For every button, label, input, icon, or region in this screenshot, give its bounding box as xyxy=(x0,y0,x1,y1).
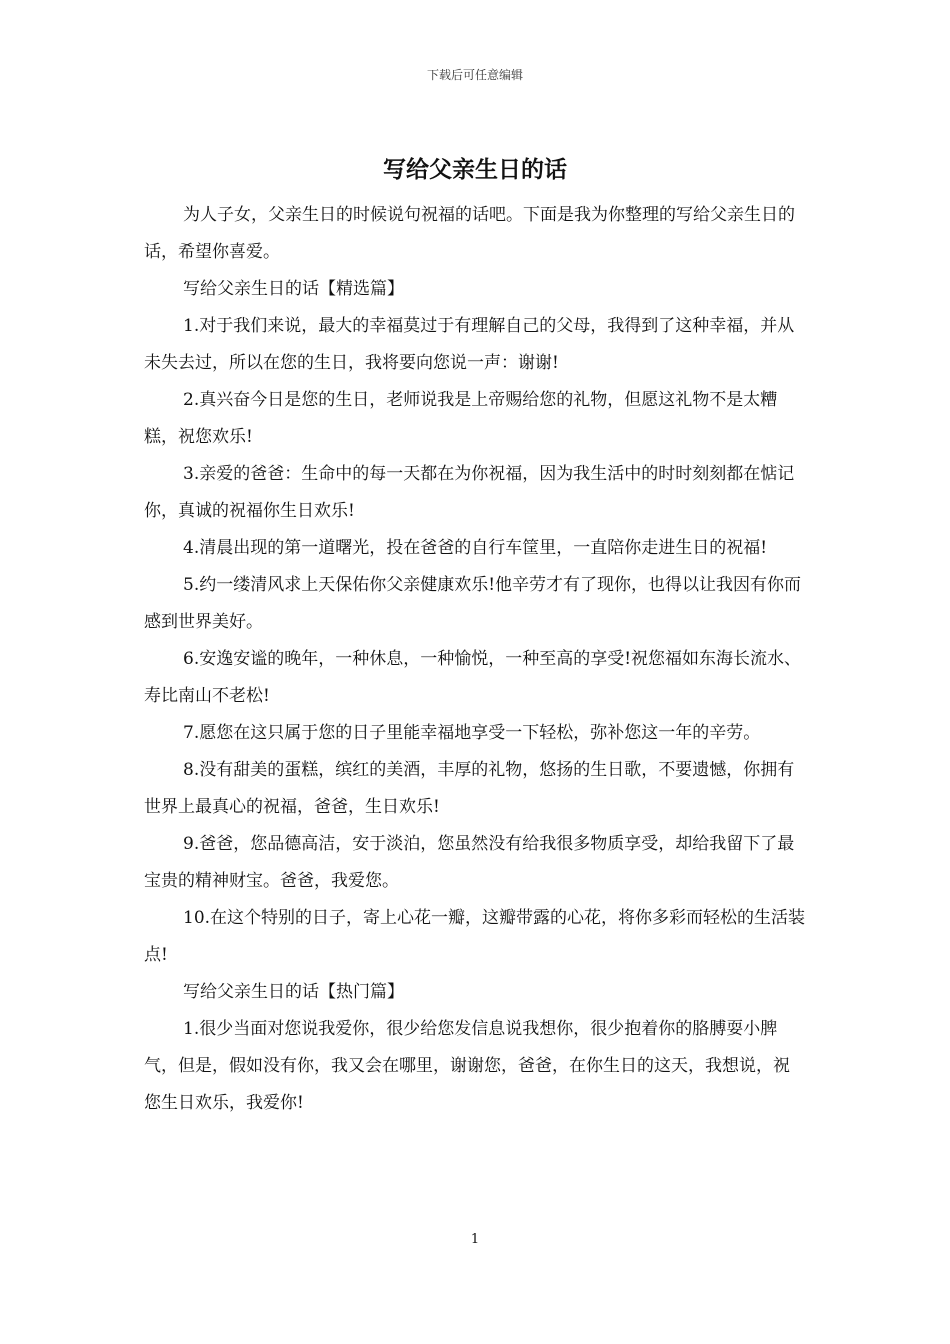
section-heading-selected: 写给父亲生日的话【精选篇】 xyxy=(183,279,404,299)
intro-paragraph: 为人子女，父亲生日的时候说句祝福的话吧。下面是我为你整理的写给父亲生日的话，希望你喜爱。 xyxy=(144,205,795,262)
list-item: 4.清晨出现的第一道曙光，投在爸爸的自行车筐里，一直陪你走进生日的祝福! xyxy=(183,538,768,558)
list-item: 9.爸爸，您品德高洁，安于淡泊，您虽然没有给我很多物质享受，却给我留下了最宝贵的精神财宝。爸爸，我爱您。 xyxy=(144,834,795,891)
document-body xyxy=(144,197,806,1122)
list-item: 1.很少当面对您说我爱你，很少给您发信息说我想你，很少抱着你的胳膊耍小脾气，但是，假如没有你，我又会在哪里，谢谢您，爸爸，在你生日的这天，我想说，祝您生日欢乐，我爱你! xyxy=(144,1019,790,1113)
list-item: 7.愿您在这只属于您的日子里能幸福地享受一下轻松，弥补您这一年的辛劳。 xyxy=(183,723,761,743)
list-item: 5.约一缕清风求上天保佑你父亲健康欢乐!他辛劳才有了现你，也得以让我因有你而感到世界美好。 xyxy=(144,575,802,632)
list-item: 2.真兴奋今日是您的生日，老师说我是上帝赐给您的礼物，但愿这礼物不是太糟糕，祝您欢乐! xyxy=(144,390,778,447)
section-heading-popular: 写给父亲生日的话【热门篇】 xyxy=(183,982,404,1002)
header-note: 下载后可任意编辑 xyxy=(426,68,523,82)
document-title: 写给父亲生日的话 xyxy=(383,156,567,183)
list-item: 1.对于我们来说，最大的幸福莫过于有理解自己的父母，我得到了这种幸福，并从未失去过，所以在您的生日，我将要向您说一声：谢谢! xyxy=(144,316,795,373)
list-item: 10.在这个特别的日子，寄上心花一瓣，这瓣带露的心花，将你多彩而轻松的生活装点! xyxy=(144,908,806,965)
list-item: 6.安逸安谧的晚年，一种休息，一种愉悦，一种至高的享受!祝您福如东海长流水、寿比南山不老松! xyxy=(144,649,802,706)
list-item: 3.亲爱的爸爸：生命中的每一天都在为你祝福，因为我生活中的时时刻刻都在惦记你，真诚的祝福你生日欢乐! xyxy=(144,464,795,521)
page-number: 1 xyxy=(470,1232,480,1247)
list-item: 8.没有甜美的蛋糕，缤红的美酒，丰厚的礼物，悠扬的生日歌，不要遗憾，你拥有世界上最真心的祝福，爸爸，生日欢乐! xyxy=(144,760,795,817)
